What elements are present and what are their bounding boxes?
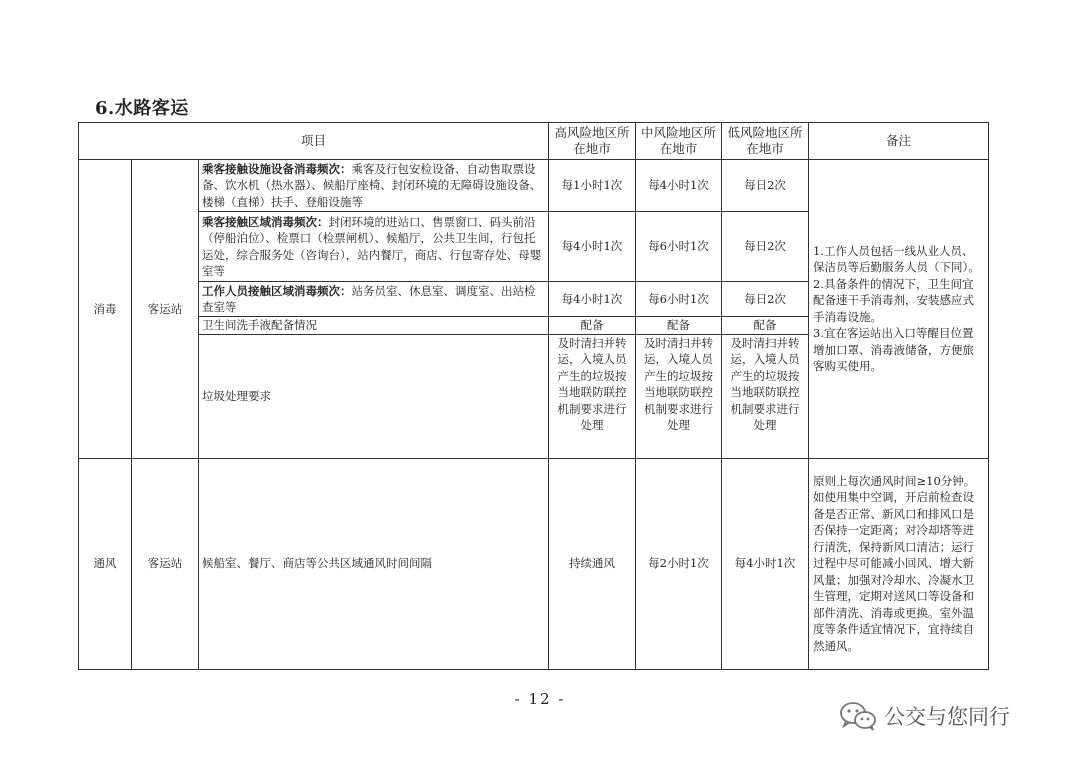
note-item: 3.宜在客运站出入口等醒目位置增加口罩、消毒液储备，方便旅客购买使用。 bbox=[813, 326, 974, 374]
low-risk-cell: 配备 bbox=[722, 317, 809, 335]
notes-cell bbox=[809, 160, 989, 459]
high-risk-cell: 每4小时1次 bbox=[549, 282, 636, 317]
category-cell: 通风 bbox=[79, 458, 132, 669]
table-row bbox=[79, 458, 989, 669]
mid-risk-cell: 及时清扫并转运，入境人员产生的垃圾按当地联防联控机制要求进行处理 bbox=[636, 334, 722, 458]
high-risk-cell: 每4小时1次 bbox=[549, 212, 636, 282]
watermark-text: 公交与您同行 bbox=[884, 705, 1010, 729]
header-notes: 备注 bbox=[809, 123, 989, 160]
place-cell: 客运站 bbox=[132, 458, 199, 669]
high-risk-cell: 及时清扫并转运，入境人员产生的垃圾按当地联防联控机制要求进行处理 bbox=[549, 334, 636, 458]
mid-risk-cell: 每6小时1次 bbox=[636, 282, 722, 317]
mid-risk-cell: 配备 bbox=[636, 317, 722, 335]
low-risk-cell: 每4小时1次 bbox=[722, 458, 809, 669]
header-item: 项目 bbox=[79, 123, 549, 160]
page-number: - 12 - bbox=[514, 690, 566, 708]
mid-risk-cell: 每6小时1次 bbox=[636, 212, 722, 282]
high-risk-cell: 每1小时1次 bbox=[549, 160, 636, 212]
item-label: 乘客及行包安检设备、自动售取票设备、饮水机（热水器）、候船厅座椅、封闭环境的无障碍设施设备、楼梯（直梯）扶手、登船设施等 bbox=[202, 161, 542, 209]
notes-cell: 原则上每次通风时间≥10分钟。如使用集中空调，开启前检查设备是否正常、新风口和排风口是否保持一定距离；对冷却塔等进行清洗，保持新风口清洁；运行过程中尽可能减小回风、增大新风量；加强对冷却水、冷凝水卫生管理，定期对送风口等设备和部件清洗、消毒或更换。室外温度等条件适宜情况下，宜持续自然通风。 bbox=[809, 458, 989, 669]
high-risk-cell: 配备 bbox=[549, 317, 636, 335]
low-risk-cell: 每日2次 bbox=[722, 212, 809, 282]
note-item: 2.具备条件的情况下，卫生间宜配备速干手消毒剂，安装感应式手消毒设施。 bbox=[813, 276, 974, 324]
item-cell: 卫生间洗手液配备情况 bbox=[199, 317, 549, 335]
item-label: 站务员室、休息室、调度室、出站检查室等 bbox=[202, 283, 536, 314]
watermark bbox=[838, 700, 1010, 732]
low-risk-cell: 每日2次 bbox=[722, 282, 809, 317]
table-header-row bbox=[79, 123, 989, 160]
wechat-icon bbox=[838, 700, 878, 732]
header-low-risk: 低风险地区所在地市 bbox=[722, 123, 809, 160]
item-cell bbox=[199, 282, 549, 317]
item-label-bold: 工作人员接触区域消毒频次： bbox=[202, 283, 352, 298]
item-label-bold: 乘客接触设施设备消毒频次： bbox=[202, 161, 352, 176]
high-risk-cell: 持续通风 bbox=[549, 458, 636, 669]
item-label-bold: 乘客接触区域消毒频次： bbox=[202, 214, 329, 229]
section-title: 6.水路客运 bbox=[95, 98, 189, 119]
place-cell: 客运站 bbox=[132, 160, 199, 459]
item-cell bbox=[199, 160, 549, 212]
item-cell: 候船室、餐厅、商店等公共区域通风时间间隔 bbox=[199, 458, 549, 669]
category-cell: 消毒 bbox=[79, 160, 132, 459]
header-high-risk: 高风险地区所在地市 bbox=[549, 123, 636, 160]
table-row bbox=[79, 160, 989, 212]
low-risk-cell: 及时清扫并转运，入境人员产生的垃圾按当地联防联控机制要求进行处理 bbox=[722, 334, 809, 458]
mid-risk-cell: 每2小时1次 bbox=[636, 458, 722, 669]
header-mid-risk: 中风险地区所在地市 bbox=[636, 123, 722, 160]
low-risk-cell: 每日2次 bbox=[722, 160, 809, 212]
requirements-table bbox=[78, 122, 989, 670]
mid-risk-cell: 每4小时1次 bbox=[636, 160, 722, 212]
item-label: 封闭环境的进站口、售票窗口、码头前沿（停船泊位）、检票口（检票闸机）、候船厅，公共卫生间，行包托运处，综合服务处（咨询台），站内餐厅，商店、行包寄存处、母婴室等 bbox=[202, 214, 542, 278]
item-cell bbox=[199, 212, 549, 282]
note-item: 1.工作人员包括一线从业人员、保洁员等后勤服务人员（下同）。 bbox=[813, 243, 980, 275]
item-cell: 垃圾处理要求 bbox=[199, 334, 549, 458]
